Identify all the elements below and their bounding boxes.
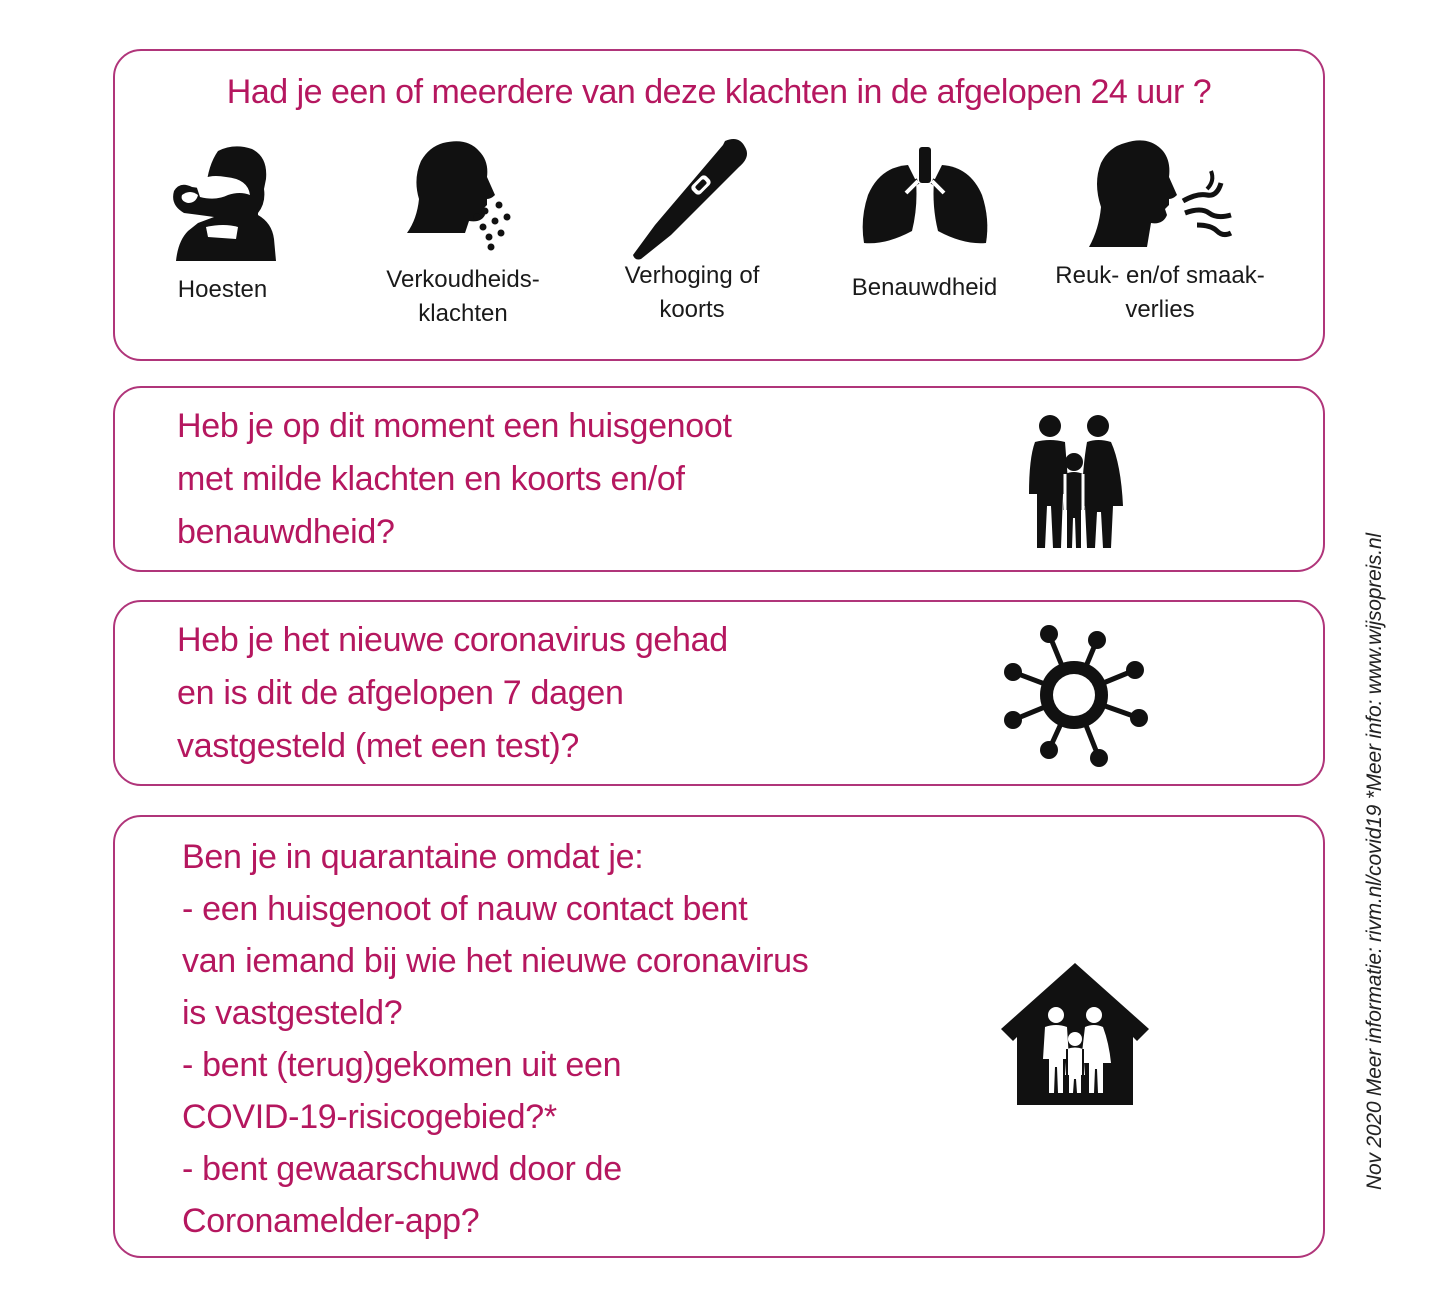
symptom-label: Benauwdheid: [851, 274, 998, 301]
infection-card: [113, 600, 1325, 786]
sneezing-head-icon: [403, 139, 523, 251]
side-note: Nov 2020 Meer informatie: rivm.nl/covid19 *Meer info: www.wijsopreis.nl: [1363, 533, 1386, 1190]
symptom-cold: [373, 139, 553, 331]
symptom-label: Verkoudheids- klachten: [386, 266, 540, 327]
lungs-icon: [860, 147, 990, 247]
quarantine-question: Ben je in quarantaine omdat je: - een huisgenoot of nauw contact bent van iemand bij wie het nieuwe coronavirus is vastgesteld? - bent (terug)gekomen uit een COVID-19-risicogebied?* - bent gewaarschuwd door de Coronamelder-app?: [182, 838, 809, 1240]
virus-icon: [999, 620, 1149, 770]
symptom-label: Reuk- en/of smaak- verlies: [1055, 262, 1265, 323]
symptom-label: Hoesten: [177, 276, 268, 303]
symptom-loss-of-smell: [1040, 137, 1280, 327]
symptoms-card: [113, 49, 1325, 361]
smelling-head-icon: [1085, 137, 1235, 257]
symptom-label: Verhoging of koorts: [624, 262, 760, 323]
symptom-cough: [155, 143, 290, 307]
infection-question: Heb je het nieuwe coronavirus gehad en is dit de afgelopen 7 dagen vastgesteld (met een test)?: [177, 621, 728, 765]
symptoms-question: Had je een of meerdere van deze klachten in de afgelopen 24 uur ?: [226, 73, 1212, 111]
housemate-question: Heb je op dit moment een huisgenoot met milde klachten en koorts en/of benauwdheid?: [177, 407, 732, 551]
quarantine-card: [113, 815, 1325, 1258]
house-family-icon: [1001, 963, 1149, 1105]
coughing-person-icon: [168, 143, 278, 261]
symptom-fever: [607, 135, 777, 327]
thermometer-icon: [627, 135, 757, 261]
symptom-shortness-of-breath: [837, 147, 1012, 305]
family-icon: [1025, 414, 1125, 548]
housemate-card: [113, 386, 1325, 572]
